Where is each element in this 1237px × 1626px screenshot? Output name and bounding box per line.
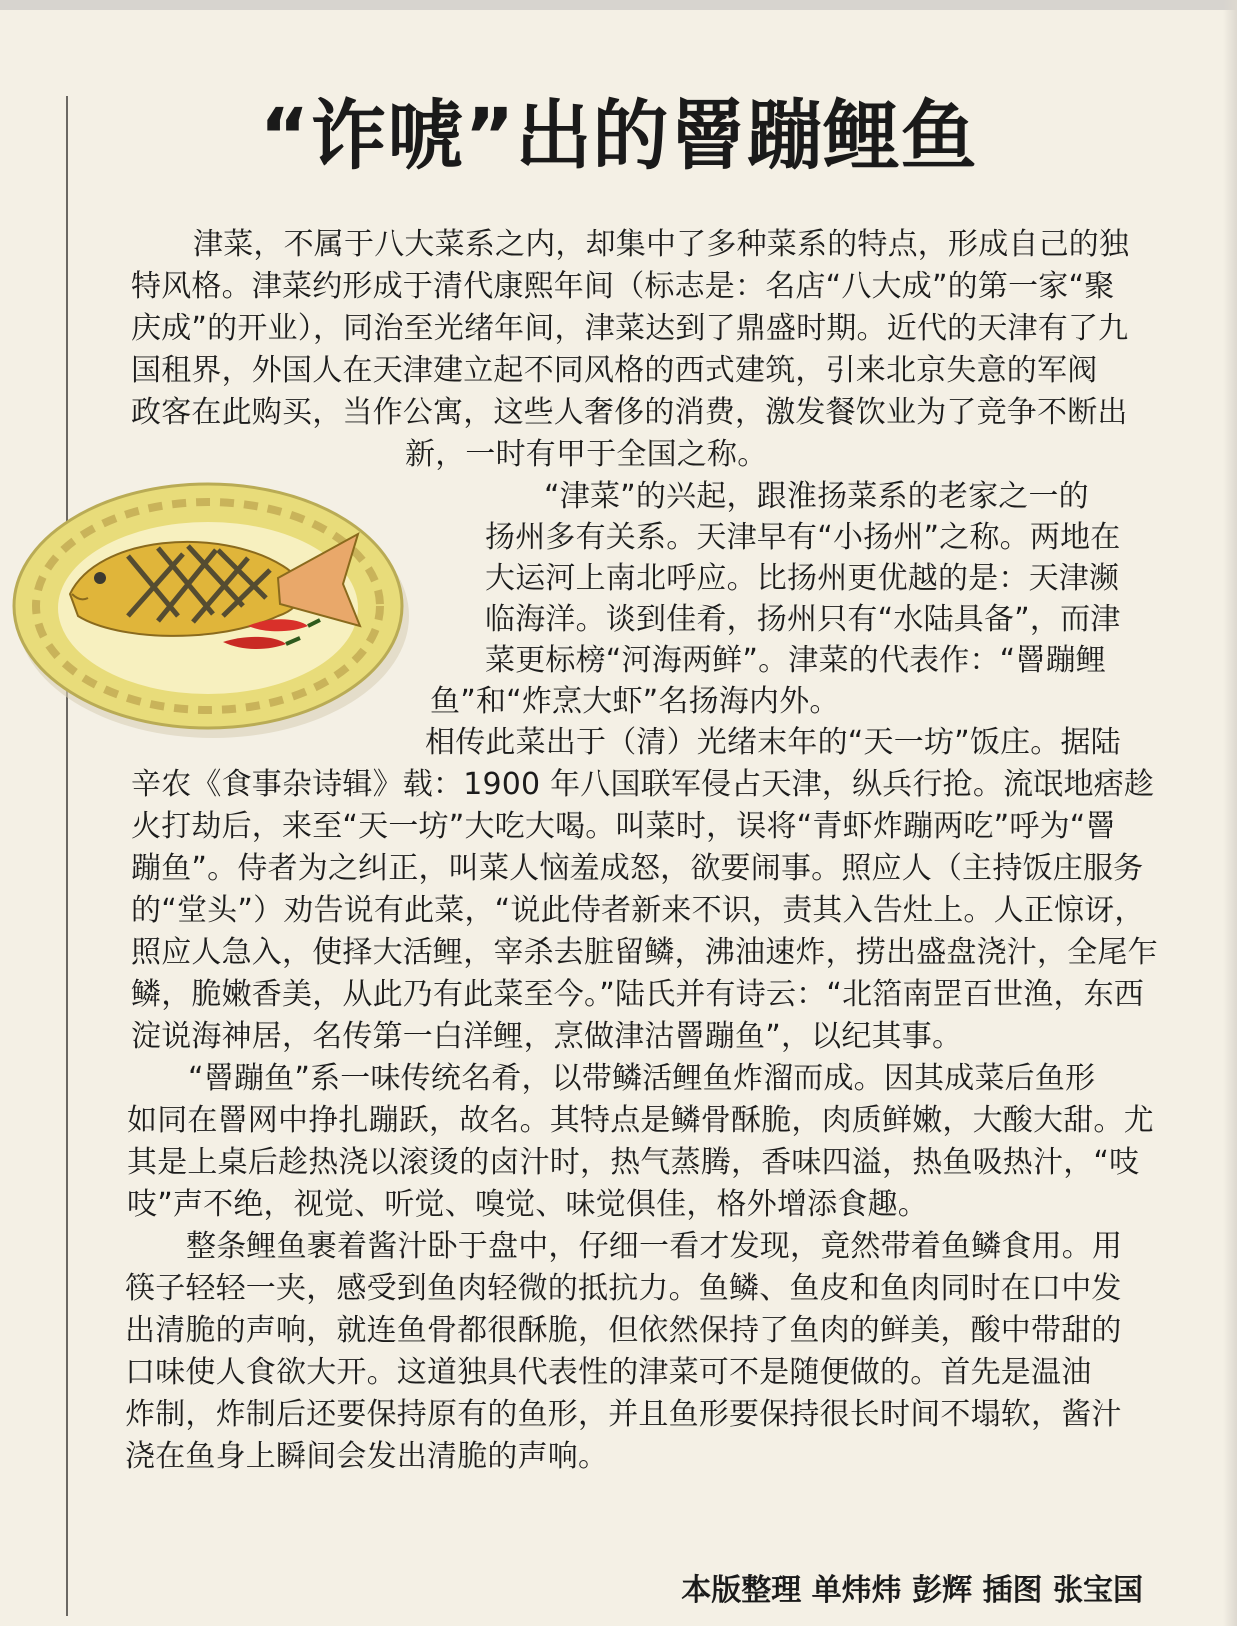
paragraph-1-line-4: 国租界，外国人在天津建立起不同风格的西式建筑，引来北京失意的军阀 [131, 353, 1098, 388]
paragraph-5-line-3: 出清脆的声响，就连鱼骨都很酥脆，但依然保持了鱼肉的鲜美，酸中带甜的 [125, 1313, 1122, 1348]
paragraph-3-line-5: 的“堂头”）劝告说有此菜，“说此侍者新来不识，责其入告灶上。人正惊讶， [131, 893, 1145, 928]
paragraph-2-line-6: 鱼”和“炸烹大虾”名扬海内外。 [430, 684, 840, 719]
paragraph-2-line-2: 扬州多有关系。天津早有“小扬州”之称。两地在 [485, 520, 1121, 555]
paragraph-2-line-4: 临海洋。谈到佳肴，扬州只有“水陆具备”，而津 [485, 602, 1121, 637]
paragraph-3-line-1: 相传此菜出于（清）光绪末年的“天一坊”饭庄。据陆 [425, 725, 1121, 760]
paragraph-2-line-1: “津菜”的兴起，跟淮扬菜系的老家之一的 [544, 479, 1089, 514]
paragraph-5-line-1: 整条鲤鱼裹着酱汁卧于盘中，仔细一看才发现，竟然带着鱼鳞食用。用 [186, 1229, 1123, 1264]
paragraph-1-line-5: 政客在此购买，当作公寓，这些人奢侈的消费，激发餐饮业为了竞争不断出 [131, 395, 1128, 430]
paragraph-1-line-2: 特风格。津菜约形成于清代康熙年间（标志是：名店“八大成”的第一家“聚 [131, 269, 1115, 304]
paragraph-3-line-4: 蹦鱼”。侍者为之纠正，叫菜人恼羞成怒，欲要闹事。照应人（主持饭庄服务 [131, 851, 1144, 886]
paragraph-4-line-3: 其是上桌后趁热浇以滚烫的卤汁时，热气蒸腾，香味四溢，热鱼吸热汁，“吱 [127, 1145, 1140, 1180]
paragraph-3-line-3: 火打劫后，来至“天一坊”大吃大喝。叫菜时，误将“青虾炸蹦两吃”呼为“罾 [131, 809, 1116, 844]
paragraph-1-line-1: 津菜，不属于八大菜系之内，却集中了多种菜系的特点，形成自己的独 [193, 227, 1130, 262]
paragraph-5-line-4: 口味使人食欲大开。这道独具代表性的津菜可不是随便做的。首先是温油 [125, 1355, 1092, 1390]
byline: 本版整理 单炜炜 彭辉 插图 张宝国 [681, 1573, 1143, 1608]
paragraph-4-line-4: 吱”声不绝，视觉、听觉、嗅觉、味觉俱佳，格外增添食趣。 [127, 1187, 928, 1222]
paragraph-4-line-1: “罾蹦鱼”系一味传统名肴，以带鳞活鲤鱼炸溜而成。因其成菜后鱼形 [188, 1061, 1096, 1096]
paragraph-3-line-8: 淀说海神居，名传第一白洋鲤，烹做津沽罾蹦鱼”，以纪其事。 [131, 1019, 963, 1054]
paragraph-4-line-2: 如同在罾网中挣扎蹦跃，故名。其特点是鳞骨酥脆，肉质鲜嫩，大酸大甜。尤 [127, 1103, 1154, 1138]
paragraph-5-line-6: 浇在鱼身上瞬间会发出清脆的声响。 [125, 1439, 609, 1474]
paragraph-3-line-6: 照应人急入，使择大活鲤，宰杀去脏留鳞，沸油速炸，捞出盛盘浇汁，全尾乍 [131, 935, 1158, 970]
paragraph-3-line-2: 辛农《食事杂诗辑》载：1900 年八国联军侵占天津，纵兵行抢。流氓地痞趁 [131, 767, 1155, 802]
paragraph-1-line-3: 庆成”的开业），同治至光绪年间，津菜达到了鼎盛时期。近代的天津有了九 [131, 311, 1129, 346]
article-title: “诈唬”出的罾蹦鲤鱼 [259, 91, 978, 180]
paragraph-1-line-6: 新，一时有甲于全国之称。 [405, 437, 768, 472]
paragraph-5-line-5: 炸制，炸制后还要保持原有的鱼形，并且鱼形要保持很长时间不塌软，酱汁 [125, 1397, 1122, 1432]
paragraph-2-line-3: 大运河上南北呼应。比扬州更优越的是：天津濒 [485, 561, 1120, 596]
paragraph-3-line-7: 鳞，脆嫩香美，从此乃有此菜至今。”陆氏并有诗云：“北箔南罡百世渔，东西 [131, 977, 1145, 1012]
paragraph-5-line-2: 筷子轻轻一夹，感受到鱼肉轻微的抵抗力。鱼鳞、鱼皮和鱼肉同时在口中发 [125, 1271, 1122, 1306]
paragraph-2-line-5: 菜更标榜“河海两鲜”。津菜的代表作：“罾蹦鲤 [485, 643, 1107, 678]
